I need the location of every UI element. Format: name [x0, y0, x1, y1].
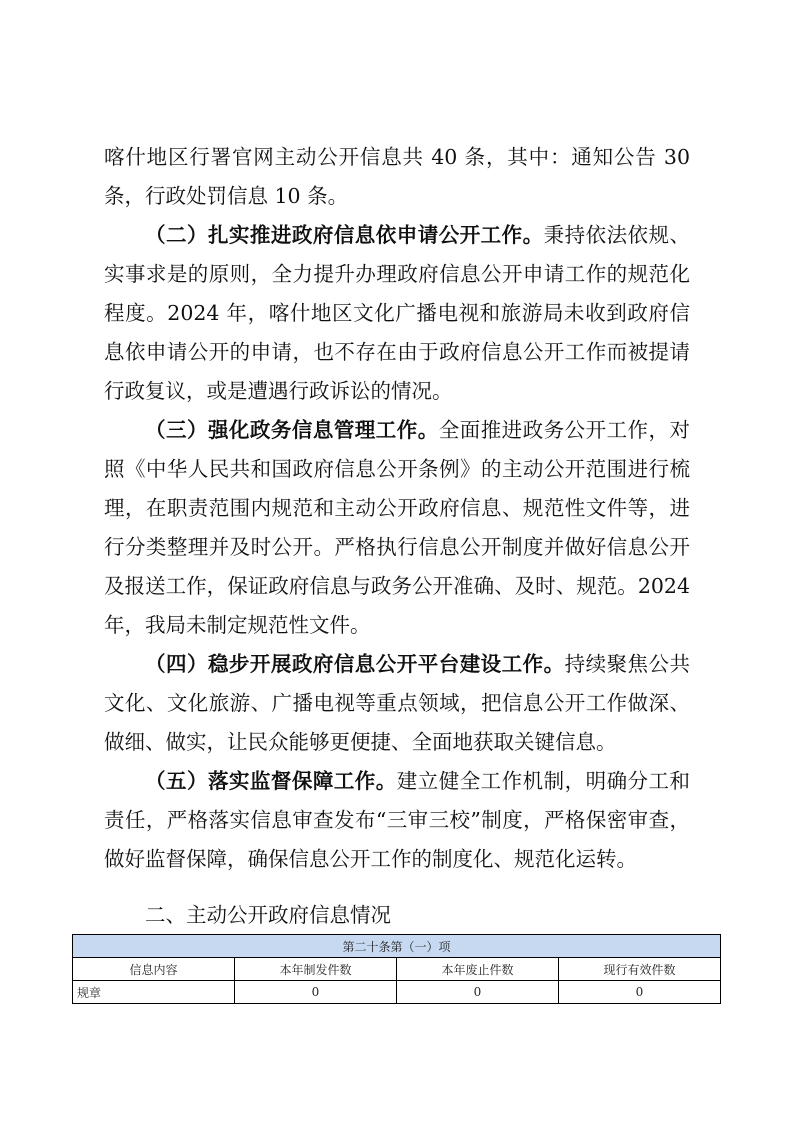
table-row	[73, 981, 721, 1004]
paragraph-platform-building	[104, 645, 690, 762]
paragraph-lead: （三）强化政务信息管理工作。	[145, 418, 439, 442]
table-cell: 规章	[73, 981, 235, 1004]
paragraph-text: 喀什地区行署官网主动公开信息共 40 条，其中：通知公告 30 条，行政处罚信息 10 条。	[104, 145, 690, 208]
table-header-cell: 本年废止件数	[397, 958, 559, 981]
paragraph-info-management	[104, 411, 690, 645]
paragraph-text: 持续聚焦公共文化、文化旅游、广播电视等重点领域，把信息公开工作做深、做细、做实，让民众能够更便捷、全面地获取关键信息。	[104, 652, 691, 754]
table-cell: 0	[559, 981, 721, 1004]
table-header-row	[73, 958, 721, 981]
disclosure-table	[72, 934, 721, 1004]
table-header-cell: 现行有效件数	[559, 958, 721, 981]
table-cell: 0	[235, 981, 397, 1004]
table-header-cell: 信息内容	[73, 958, 235, 981]
paragraph-text: 全面推进政务公开工作，对照《中华人民共和国政府信息公开条例》的主动公开范围进行梳理，在职责范围内规范和主动公开政府信息、规范性文件等，进行分类整理并及时公开。严格执行信息公开制度并做好信息公开及报送工作，保证政府信息与政务公开准确、及时、规范。2024 年，我局未制定规范性文件。	[104, 418, 691, 637]
table-header-cell: 本年制发件数	[235, 958, 397, 981]
document-body	[104, 138, 690, 879]
paragraph-lead: （二）扎实推进政府信息依申请公开工作。	[145, 223, 544, 247]
paragraph-text: 建立健全工作机制，明确分工和责任，严格落实信息审查发布“三审三校”制度，严格保密审查，做好监督保障，确保信息公开工作的制度化、规范化运转。	[104, 769, 691, 871]
paragraph-supervision	[104, 762, 690, 879]
paragraph-lead: （四）稳步开展政府信息公开平台建设工作。	[145, 652, 565, 676]
section-heading: 二、主动公开政府信息情况	[145, 903, 391, 927]
paragraph-apply-disclosure	[104, 216, 690, 411]
table-caption: 第二十条第（一）项	[73, 935, 721, 958]
paragraph-summary	[104, 138, 690, 216]
paragraph-lead: （五）落实监督保障工作。	[145, 769, 397, 793]
table-caption-row	[73, 935, 721, 958]
table-cell: 0	[397, 981, 559, 1004]
paragraph-text: 秉持依法依规、实事求是的原则，全力提升办理政府信息公开申请工作的规范化程度。2024 年，喀什地区文化广播电视和旅游局未收到政府信息依申请公开的申请，也不存在由于政府信息公开工作而被提请行政复议，或是遭遇行政诉讼的情况。	[104, 223, 691, 403]
